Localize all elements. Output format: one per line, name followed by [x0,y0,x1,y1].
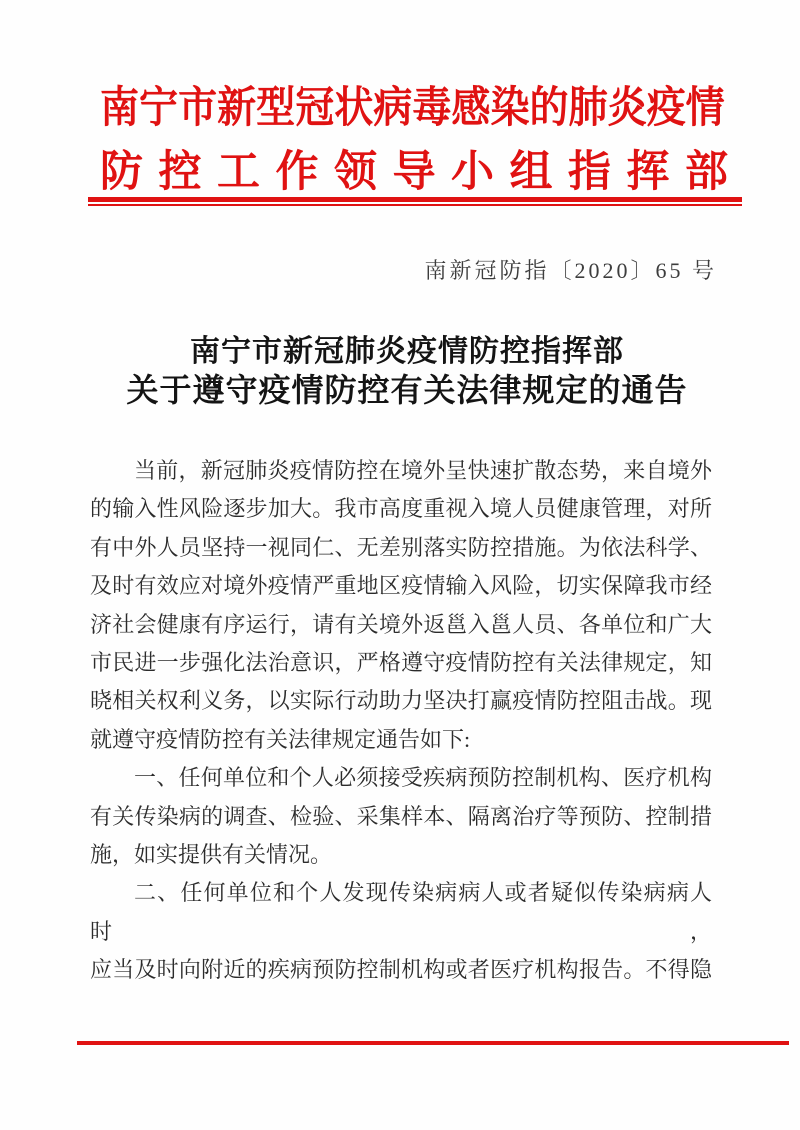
letterhead-line-2: 防控工作领导小组指挥部 [100,149,728,196]
divider-thin-line [88,204,742,206]
body-line: 二、任何单位和个人发现传染病病人或者疑似传染病病人时， [90,880,712,944]
body-line: 晓相关权利义务，以实际行动助力坚决打赢疫情防控阻击战。现 [90,688,712,714]
body-line: 有中外人员坚持一视同仁、无差别落实防控措施。为依法科学、 [90,534,712,560]
notice-title-line-1: 南宁市新冠肺炎疫情防控指挥部 [190,335,624,368]
letterhead-line-1: 南宁市新型冠状病毒感染的肺炎疫情 [100,85,725,132]
body-line: 济社会健康有序运行，请有关境外返邕入邕人员、各单位和广大 [90,611,712,637]
notice-title [92,333,722,409]
body-line: 应当及时向附近的疾病预防控制机构或者医疗机构报告。不得隐 [90,957,712,983]
body-line: 施，如实提供有关情况。 [90,842,333,868]
document-number: 南新冠防指〔2020〕65 号 [424,258,717,283]
letterhead-divider-rule [88,197,742,206]
body-line: 当前，新冠肺炎疫情防控在境外呈快速扩散态势，来自境外 [134,458,712,483]
body-line: 一、任何单位和个人必须接受疾病预防控制机构、医疗机构 [134,765,712,791]
bottom-border-line [77,1041,789,1045]
body-line: 市民进一步强化法治意识，严格遵守疫情防控有关法律规定，知 [90,650,712,676]
notice-body [90,452,712,990]
body-line: 有关传染病的调查、检验、采集样本、隔离治疗等预防、控制措 [90,803,712,829]
body-line: 就遵守疫情防控有关法律规定通告如下: [90,726,471,752]
body-line: 及时有效应对境外疫情严重地区疫情输入风险，切实保障我市经 [90,573,712,599]
notice-title-line-2: 关于遵守疫情防控有关法律规定的通告 [126,372,688,408]
body-line: 的输入性风险逐步加大。我市高度重视入境人员健康管理，对所 [90,496,712,522]
